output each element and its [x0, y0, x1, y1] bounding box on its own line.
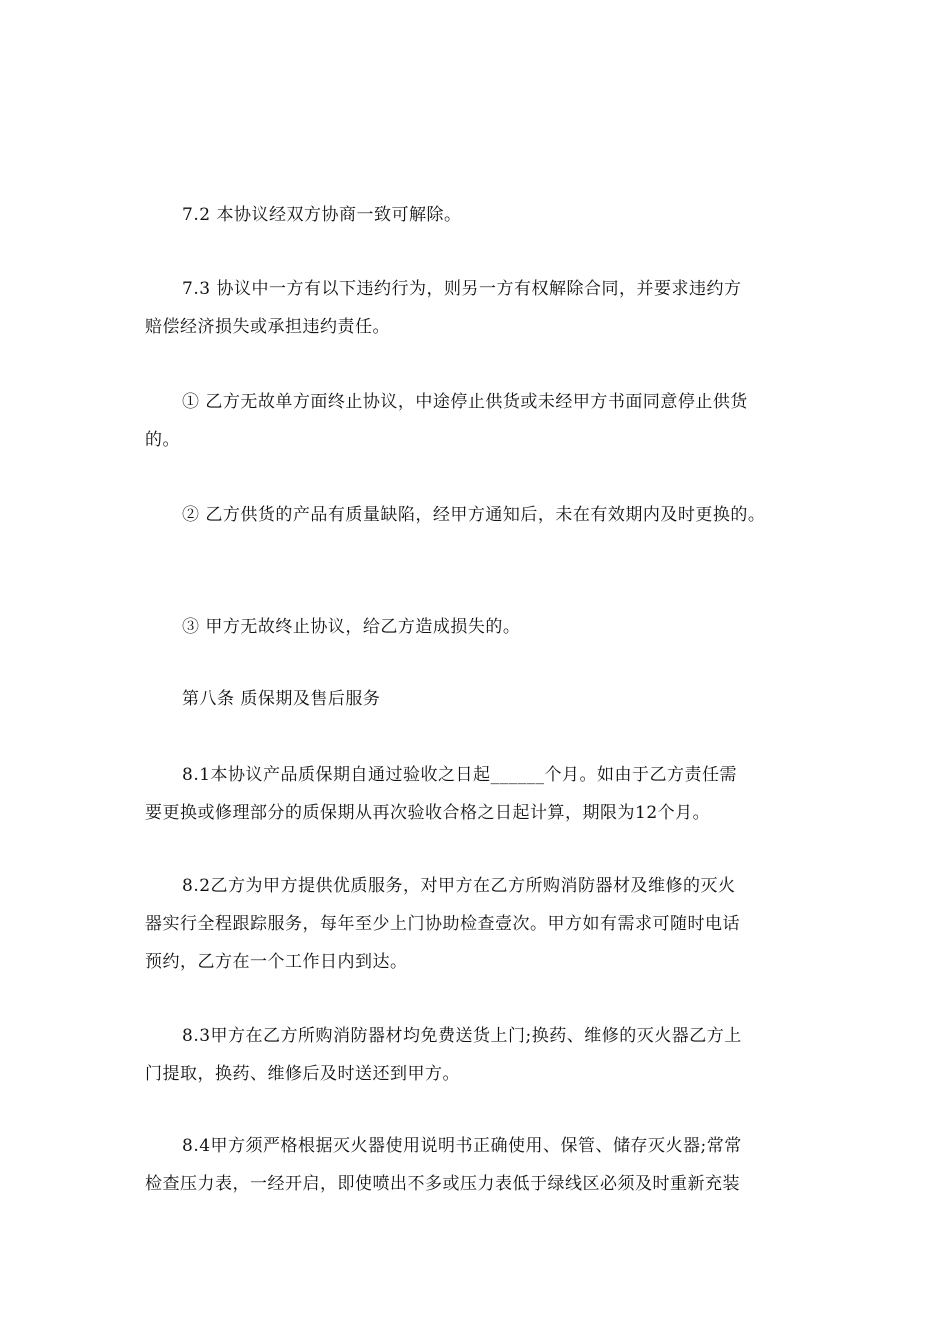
paragraph-line: 器实行全程跟踪服务，每年至少上门协助检查壹次。甲方如有需求可随时电话	[145, 914, 740, 934]
paragraph-line: 8.3甲方在乙方所购消防器材均免费送货上门;换药、维修的灭火器乙方上	[182, 1026, 742, 1046]
paragraph-line: ② 乙方供货的产品有质量缺陷，经甲方通知后，未在有效期内及时更换的。	[182, 505, 766, 525]
paragraph-line: 门提取，换药、维修后及时送还到甲方。	[145, 1064, 460, 1084]
paragraph-line: 8.1本协议产品质保期自通过验收之日起______个月。如由于乙方责任需	[182, 765, 738, 785]
paragraph-line: 7.3 协议中一方有以下违约行为，则另一方有权解除合同，并要求违约方	[182, 279, 742, 299]
article-8-heading	[145, 680, 810, 718]
paragraph-8-4	[145, 1127, 810, 1203]
paragraph-7-2	[145, 196, 810, 234]
paragraph-line: 的。	[145, 430, 180, 450]
paragraph-line: ③ 甲方无故终止协议，给乙方造成损失的。	[182, 617, 521, 637]
paragraph-item-2	[145, 496, 810, 534]
paragraph-item-3	[145, 608, 810, 646]
paragraph-line: 8.4甲方须严格根据灭火器使用说明书正确使用、保管、储存灭火器;常常	[182, 1136, 742, 1156]
paragraph-line: 预约，乙方在一个工作日内到达。	[145, 952, 408, 972]
paragraph-line: 8.2乙方为甲方提供优质服务，对甲方在乙方所购消防器材及维修的灭火	[182, 876, 736, 896]
paragraph-7-3	[145, 270, 810, 346]
paragraph-line: 7.2 本协议经双方协商一致可解除。	[182, 205, 462, 225]
paragraph-8-1	[145, 756, 810, 832]
paragraph-line: 赔偿经济损失或承担违约责任。	[145, 317, 390, 337]
paragraph-8-3	[145, 1017, 810, 1093]
paragraph-8-2	[145, 867, 810, 981]
paragraph-item-1	[145, 383, 810, 459]
paragraph-line: 第八条 质保期及售后服务	[182, 689, 381, 709]
paragraph-line: 要更换或修理部分的质保期从再次验收合格之日起计算，期限为12个月。	[145, 803, 711, 823]
paragraph-line: 检查压力表，一经开启，即使喷出不多或压力表低于绿线区必须及时重新充装	[145, 1174, 740, 1194]
paragraph-line: ① 乙方无故单方面终止协议，中途停止供货或未经甲方书面同意停止供货	[182, 392, 748, 412]
